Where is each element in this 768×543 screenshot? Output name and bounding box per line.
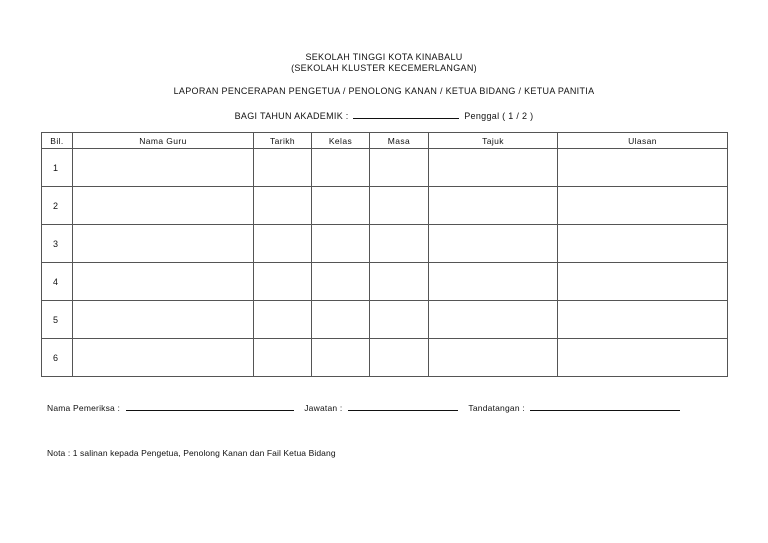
cell-kelas[interactable] bbox=[312, 149, 370, 187]
cell-nama-guru[interactable] bbox=[73, 149, 254, 187]
report-title: LAPORAN PENCERAPAN PENGETUA / PENOLONG KANAN / KETUA BIDANG / KETUA PANITIA bbox=[173, 86, 595, 96]
column-header-nama-guru: Nama Guru bbox=[73, 133, 254, 149]
cell-masa[interactable] bbox=[370, 225, 429, 263]
cell-ulasan[interactable] bbox=[558, 339, 728, 377]
table-row bbox=[42, 301, 728, 339]
table-row bbox=[42, 263, 728, 301]
cell-masa[interactable] bbox=[370, 263, 429, 301]
observation-table bbox=[41, 132, 728, 377]
cell-tarikh[interactable] bbox=[254, 225, 312, 263]
row-number: 6 bbox=[42, 339, 73, 377]
cell-tarikh[interactable] bbox=[254, 187, 312, 225]
cell-masa[interactable] bbox=[370, 301, 429, 339]
examiner-label: Nama Pemeriksa : bbox=[47, 403, 121, 413]
column-header-kelas: Kelas bbox=[312, 133, 370, 149]
column-header-ulasan: Ulasan bbox=[558, 133, 728, 149]
examiner-name-blank[interactable] bbox=[126, 402, 294, 411]
signature-label: Tandatangan : bbox=[468, 403, 525, 413]
cell-ulasan[interactable] bbox=[558, 149, 728, 187]
cell-tajuk[interactable] bbox=[429, 187, 558, 225]
column-header-masa: Masa bbox=[370, 133, 429, 149]
cell-kelas[interactable] bbox=[312, 225, 370, 263]
position-blank[interactable] bbox=[348, 402, 458, 411]
cell-ulasan[interactable] bbox=[558, 225, 728, 263]
table-row bbox=[42, 339, 728, 377]
table-header-row bbox=[42, 133, 728, 149]
cell-masa[interactable] bbox=[370, 149, 429, 187]
cell-nama-guru[interactable] bbox=[73, 187, 254, 225]
column-header-tajuk: Tajuk bbox=[429, 133, 558, 149]
row-number: 5 bbox=[42, 301, 73, 339]
column-header-bil: Bil. bbox=[42, 133, 73, 149]
row-number: 2 bbox=[42, 187, 73, 225]
cell-masa[interactable] bbox=[370, 187, 429, 225]
distribution-note: Nota : 1 salinan kepada Pengetua, Penolong Kanan dan Fail Ketua Bidang bbox=[47, 448, 336, 458]
cell-ulasan[interactable] bbox=[558, 301, 728, 339]
cell-tajuk[interactable] bbox=[429, 263, 558, 301]
cell-kelas[interactable] bbox=[312, 339, 370, 377]
column-header-tarikh: Tarikh bbox=[254, 133, 312, 149]
cell-nama-guru[interactable] bbox=[73, 263, 254, 301]
cell-nama-guru[interactable] bbox=[73, 339, 254, 377]
table-row bbox=[42, 187, 728, 225]
term-label: Penggal ( 1 / 2 ) bbox=[464, 111, 534, 121]
cell-tarikh[interactable] bbox=[254, 301, 312, 339]
school-name: SEKOLAH TINGGI KOTA KINABALU bbox=[305, 52, 463, 62]
cell-kelas[interactable] bbox=[312, 301, 370, 339]
position-label: Jawatan : bbox=[304, 403, 343, 413]
table-row bbox=[42, 149, 728, 187]
table-row bbox=[42, 225, 728, 263]
cell-tajuk[interactable] bbox=[429, 301, 558, 339]
cell-tarikh[interactable] bbox=[254, 339, 312, 377]
school-cluster: (SEKOLAH KLUSTER KECEMERLANGAN) bbox=[291, 63, 477, 73]
row-number: 1 bbox=[42, 149, 73, 187]
cell-nama-guru[interactable] bbox=[73, 301, 254, 339]
cell-ulasan[interactable] bbox=[558, 187, 728, 225]
cell-tarikh[interactable] bbox=[254, 149, 312, 187]
academic-year-blank[interactable] bbox=[353, 110, 459, 119]
cell-tajuk[interactable] bbox=[429, 339, 558, 377]
cell-kelas[interactable] bbox=[312, 187, 370, 225]
signature-blank[interactable] bbox=[530, 402, 680, 411]
cell-kelas[interactable] bbox=[312, 263, 370, 301]
academic-year-label: BAGI TAHUN AKADEMIK : bbox=[234, 111, 349, 121]
row-number: 3 bbox=[42, 225, 73, 263]
cell-ulasan[interactable] bbox=[558, 263, 728, 301]
signature-line bbox=[47, 402, 680, 414]
academic-year-line bbox=[0, 110, 768, 122]
row-number: 4 bbox=[42, 263, 73, 301]
cell-tajuk[interactable] bbox=[429, 225, 558, 263]
cell-masa[interactable] bbox=[370, 339, 429, 377]
cell-tajuk[interactable] bbox=[429, 149, 558, 187]
cell-tarikh[interactable] bbox=[254, 263, 312, 301]
cell-nama-guru[interactable] bbox=[73, 225, 254, 263]
